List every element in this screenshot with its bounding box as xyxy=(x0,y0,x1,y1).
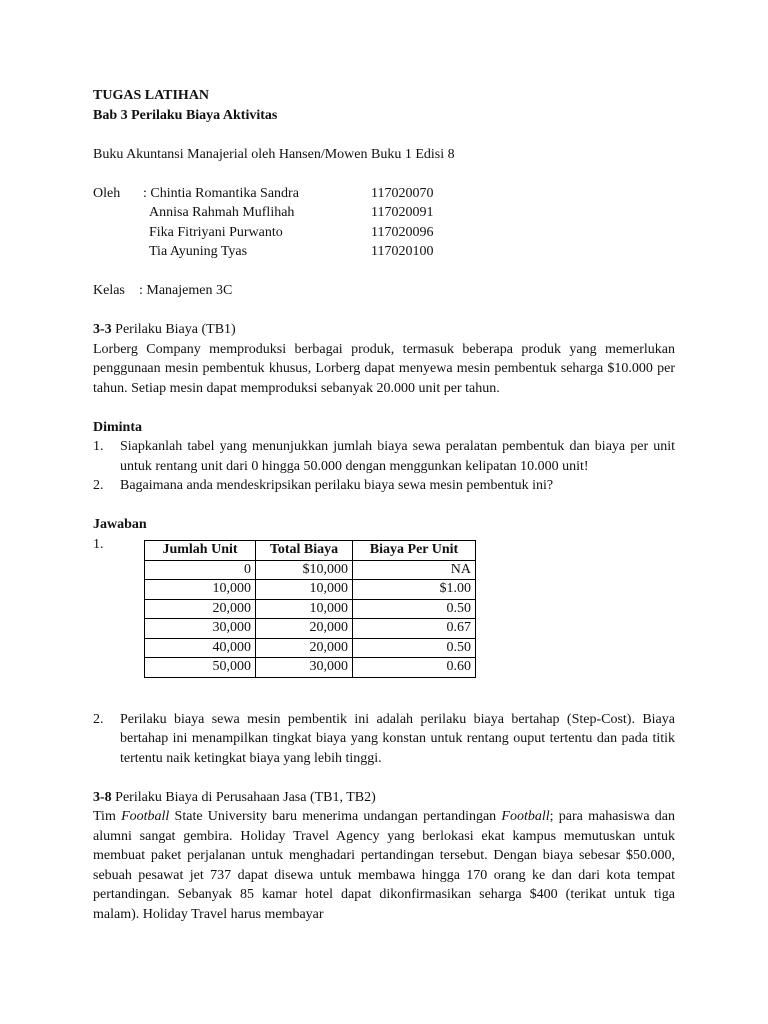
table-cell: 30,000 xyxy=(145,619,256,639)
table-row xyxy=(145,560,476,580)
problem-number: 3-3 xyxy=(93,322,112,337)
author-row xyxy=(143,203,433,223)
text-run-italic: Football xyxy=(121,809,170,824)
problem-heading xyxy=(93,788,675,808)
author-list xyxy=(93,184,675,262)
column-header: Total Biaya xyxy=(256,541,353,561)
document-page xyxy=(93,86,675,924)
column-header: Jumlah Unit xyxy=(145,541,256,561)
table-cell: 0.67 xyxy=(353,619,476,639)
table-cell: 0.50 xyxy=(353,638,476,658)
table-cell: 40,000 xyxy=(145,638,256,658)
text-run: ; para mahasiswa dan alumni sangat gembira. Holiday Travel Agency yang berlokasi ekat kampus memutuskan untuk membuat paket perjalanan untuk menghadari pertandingan tersebut. Dengan biaya sebesar $50.000, sebuah pesawat jet 737 dapat disewa untuk membawa hingga 170 orang ke dan dari kota tempat pertandingan. Sebanyak 85 kamar hotel dapat dikonfirmasikan seharga $400 (terikat untuk tiga malam). Holiday Travel harus membayar xyxy=(93,809,675,922)
diminta-heading: Diminta xyxy=(93,419,142,435)
problem-text: Lorberg Company memproduksi berbagai produk, termasuk beberapa produk yang memerlukan penggunaan mesin pembentuk khusus, Lorberg dapat menyewa mesin pembentuk seharga $10.000 per tahun. Setiap mesin dapat memproduksi sebanyak 20.000 unit per tahun. xyxy=(93,341,675,396)
column-header: Biaya Per Unit xyxy=(353,541,476,561)
table-cell: 0.50 xyxy=(353,599,476,619)
book-reference: Buku Akuntansi Manajerial oleh Hansen/Mowen Buku 1 Edisi 8 xyxy=(93,146,455,162)
problem-title: Perilaku Biaya di Perusahaan Jasa (TB1, TB2) xyxy=(111,789,376,805)
problem-title: Perilaku Biaya (TB1) xyxy=(111,322,236,337)
answer-text: Perilaku biaya sewa mesin pembentik ini adalah perilaku biaya bertahap (Step-Cost). Biaya bertahap ini menampilkan tingkat biaya yang konstan untuk rentang ouput tertentu dan pada titik tertentu naik ketingkat biaya yang lebih tinggi. xyxy=(120,711,675,766)
author-row xyxy=(143,223,433,243)
table-cell: 20,000 xyxy=(145,599,256,619)
document-title: TUGAS LATIHAN xyxy=(93,88,210,103)
answer-number: 1. xyxy=(93,536,104,552)
table-cell: 30,000 xyxy=(256,658,353,678)
problem-text xyxy=(93,807,675,924)
chapter-title: Bab 3 Perilaku Biaya Aktivitas xyxy=(93,107,278,123)
class-value: : Manajemen 3C xyxy=(139,283,233,298)
text-run: State University baru menerima undangan pertandingan xyxy=(169,809,502,824)
text-run-italic: Football xyxy=(501,809,550,824)
table-cell: 20,000 xyxy=(256,638,353,658)
author-id: 117020100 xyxy=(371,244,434,259)
author-name: Fika Fitriyani Purwanto xyxy=(149,224,283,240)
request-number: 2. xyxy=(93,478,104,493)
problem-heading xyxy=(93,320,675,340)
table-cell: 50,000 xyxy=(145,658,256,678)
table-row xyxy=(145,619,476,639)
author-row xyxy=(143,184,433,204)
table-row xyxy=(145,599,476,619)
request-text: Bagaimana anda mendeskripsikan perilaku biaya sewa mesin pembentuk ini? xyxy=(120,478,554,493)
answer-number: 2. xyxy=(93,711,104,727)
table-cell: 0 xyxy=(145,560,256,580)
table-cell: 0.60 xyxy=(353,658,476,678)
table-cell: NA xyxy=(353,560,476,580)
cost-table xyxy=(144,540,476,678)
problem-number: 3-8 xyxy=(93,789,112,805)
author-id: 117020070 xyxy=(371,185,434,201)
author-row xyxy=(143,242,433,262)
table-row xyxy=(145,658,476,678)
text-run: Tim xyxy=(93,809,122,824)
request-text: Siapkanlah tabel yang menunjukkan jumlah biaya sewa peralatan pembentuk dan biaya per unit untuk rentang unit dari 0 hingga 50.000 dengan menggunkan kelipatan 10.000 unit! xyxy=(120,439,675,474)
request-number: 1. xyxy=(93,439,104,454)
author-label: Oleh xyxy=(93,185,121,201)
table-cell: 10,000 xyxy=(256,599,353,619)
author-name: Annisa Rahmah Muflihah xyxy=(149,205,295,220)
table-cell: 10,000 xyxy=(145,580,256,600)
request-item xyxy=(93,437,675,476)
request-item xyxy=(93,476,675,496)
class-row xyxy=(93,281,675,301)
table-row xyxy=(145,580,476,600)
table-cell: $1.00 xyxy=(353,580,476,600)
author-id: 117020091 xyxy=(371,205,434,220)
author-name: Tia Ayuning Tyas xyxy=(149,244,248,259)
author-name: : Chintia Romantika Sandra xyxy=(143,185,299,201)
jawaban-heading: Jawaban xyxy=(93,517,147,532)
table-cell: $10,000 xyxy=(256,560,353,580)
author-id: 117020096 xyxy=(371,224,434,240)
table-header-row xyxy=(145,541,476,561)
table-cell: 20,000 xyxy=(256,619,353,639)
answer-item xyxy=(93,710,675,769)
class-label: Kelas xyxy=(93,283,125,298)
table-row xyxy=(145,638,476,658)
table-cell: 10,000 xyxy=(256,580,353,600)
